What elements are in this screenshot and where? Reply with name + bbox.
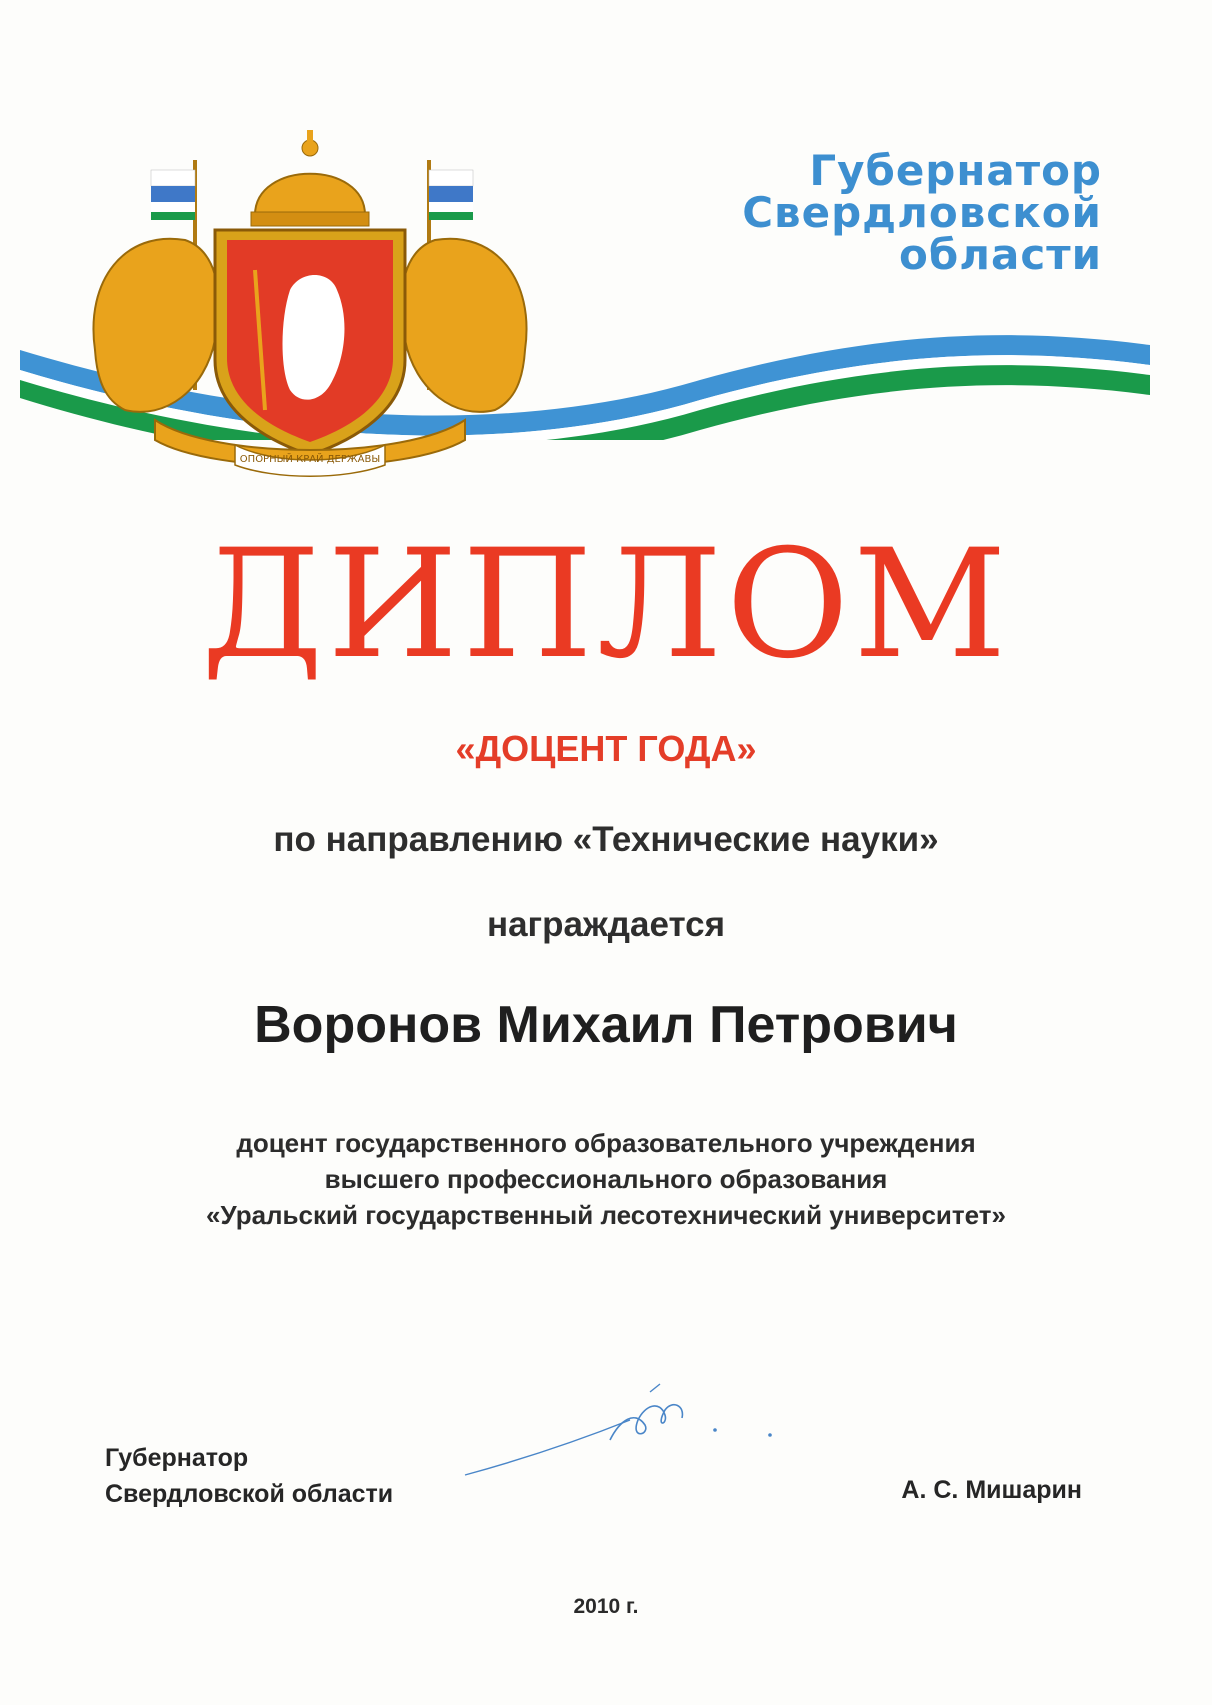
issuer-line-1: Губернатор [809, 146, 1102, 195]
awarded-text: награждается [486, 905, 726, 944]
recipient-name: Воронов Михаил Петрович [254, 996, 958, 1054]
issuer-line-2: Свердловской [742, 188, 1102, 237]
diploma-title: ДИПЛОМ [201, 518, 1011, 692]
issuer-block [742, 146, 1102, 279]
issue-year: 2010 г. [573, 1595, 639, 1618]
handwritten-signature [460, 1380, 790, 1490]
recipient-position [0, 1125, 1212, 1233]
issuer-line-3: области [899, 230, 1102, 279]
award-name: «ДОЦЕНТ ГОДА» [455, 728, 757, 769]
position-line-3: «Уральский государственный лесотехнический университет» [206, 1200, 1006, 1230]
signatory-title [105, 1440, 393, 1512]
signatory-title-line-2: Свердловской области [105, 1480, 394, 1508]
position-line-1: доцент государственного образовательного учреждения [236, 1128, 976, 1158]
signatory-title-line-1: Губернатор [105, 1444, 249, 1472]
award-direction: по направлению «Технические науки» [273, 820, 939, 859]
position-line-2: высшего профессионального образования [324, 1164, 888, 1194]
emblem-motto: ОПОРНЫЙ КРАЙ ДЕРЖАВЫ [239, 454, 381, 465]
signatory-name: А. С. Мишарин [901, 1476, 1082, 1504]
coat-of-arms-emblem [75, 120, 545, 480]
